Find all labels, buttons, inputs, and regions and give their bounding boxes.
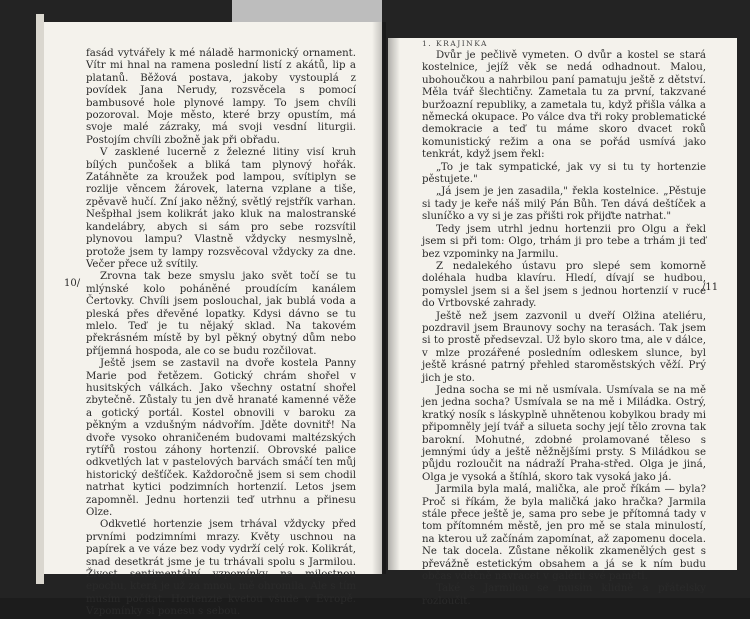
right-paragraph: Dvůr je pečlivě vymeten. O dvůr a kostel se stará kostelnice, jejíž věk se nedá odhadnout. Malou, ubohoučkou a nahrbilou paní pamatuju ještě z dětství. Měla tvář šlechtičny. Zametala tu za první, takzvané buržoazní republiky, a zametala tu, když přišla válka a německá okupace. Po válce dva tři roky problematické demokracie a teď tu máme skoro dvacet roků komunistický režim a ona se pořád usmívá jako tenkrát, když jsem řekl: [422,50,706,161]
left-gutter-shadow [372,22,386,574]
bookmark-tab [232,0,382,22]
right-page-number: /11 [702,282,719,293]
left-paragraph: V zasklené lucerně z železné litiny visí kruh bílých punčošek a bliká tam plynový hořák. Zatáhněte za kroužek pod lampou, svítiplyn se rozlije věncem žárovek, laterna vzplane a tiše, zpěvavě hučí. Zní jako něžný, světlý rejstřík varhan. Nešpłhal jsem kolikrát jako kluk na malostranské kandelábry, abych si sám pro sebe rozsvítil plynovou lampu? Vlastně vždycky nesmyslně, protože jsem ty lampy rozsvěcoval vždycky za dne. Večer přece už svítily. [86,147,356,270]
left-paragraph: fasád vytvářely k mé náladě harmonický ornament. Vítr mi hnal na ramena poslední listí z akátů, lip a platanů. Běžová postava, jakoby vystouplá z povídek Jana Nerudy, rozsvěcela s pomocí bambusové hole plynové lampy. To jsem chvíli pozoroval. Moje město, které brzy opustím, má svoje malé zázraky, má svoji vesdní liturgii. Postojím chvíli zbožně jak při obřadu. [86,48,356,146]
left-page [44,22,382,618]
right-paragraph: Také s Jarmilou se musím klidně a přátelsky rozloučit. [422,583,706,607]
right-paragraph: Jedna socha se mi ně usmívala. Usmívala se na mě jen jedna socha? Usmívala se na mě i Miládka. Ostrý, kratký nosík s láskyplně uhnětenou kobylkou brady mi připomněly její tvář a silueta sochy její tělo zrovna tak barokní. Mohutné, zdobné prolamované těleso s jemnými údy a ještě něžnějšími prsty. S Miládkou se půjdu rozloučit na nádraží Praha-střed. Olga je jiná, Olga je vysoká a štíhlá, skoro tak vysoká jako já. [422,384,706,483]
left-page-text [86,48,356,619]
right-page [388,38,737,607]
right-paragraph: Z nedalekého ústavu pro slepé sem komorně doléhala hudba klavíru. Hledí, dívají se hudbou, pomyslel jsem si a šel jsem s jednou hortenzií v ruce do Vrtbovské zahrady. [422,260,706,310]
running-head: 1. KRAJINKA [422,39,488,48]
left-page-number: 10/ [64,278,81,289]
right-gutter-shadow [388,38,400,570]
right-paragraph: „To je tak sympatické, jak vy si tu ty hortenzie pěstujete." [422,161,706,186]
right-paragraph: Jarmila byla malá, malička, ale proč říkám — byla? Proč si říkám, že byla maličká jako hračka? Jarmila stále přece ještě je, sama pro sebe je přítomná tady v tom přítomném městě, jen pro mě se stala minulostí, na kterou už začínám zapomínat, až zapomenu docela. Ne tak docela. Zůstane několik zkamenělých gest s převážně estetickým obsahem a já se k ním budu občas vděčně navracet v galérii své paměti. [422,484,706,583]
left-paragraph: Ještě jsem se zastavil na dvoře kostela Panny Marie pod řetězem. Gotický chrám shořel v husitských válkách. Jako všechny ostatní shořel zbytečně. Zůstaly tu jen dvě hranaté kamenné věže a gotický portál. Kostel obnovili v baroku za pěkným a vzdušným nádvořím. Jděte dovnitř! Na dvoře vysoko ohraničeném budovami maltézských rytířů rostou záhony hortenzií. Obrovské palice odkvetlých lat v pastelových barvách smáčí ten můj historický dešťíček. Každoročně jsem si sem chodil natrhat kytici podzimních hortenzií. Letos jsem zapomněl. Jednu hortenzii teď utrhnu a přinesu Olze. [86,358,356,519]
left-paragraph: Zrovna tak beze smyslu jako svět točí se tu mlýnské kolo poháněné proudícím kanálem Čertovky. Chvíli jsem poslouchal, jak bublá voda a pleská přes dřevěné lopatky. Kdysi dávno se tu mlelo. Teď je tu nějaký sklad. Na takovém překrásném místě by byl pěkný obytný dům nebo příjemná hospoda, ale co se budu rozčilovat. [86,271,356,357]
right-paragraph: „Já jsem je jen zasadila," řekla kostelnice. „Pěstuje si tady je keře náš milý Pán Bůh. Ten dává deštíček a sluníčko a vy si je zas přišti rok přijďte natrhat." [422,186,706,223]
right-paragraph: Tedy jsem utrhl jednu hortenzii pro Olgu a řekl jsem si při tom: Olgo, trhám ji pro tebe a trhám ji teď bez vzpominky na Jarmilu. [422,223,706,260]
right-page-text [422,50,706,608]
left-paragraph: Odkvetlé hortenzie jsem trhával vždycky před prvními podzimními mrazy. Květy uschnou na papírek a ve váze bez vody vydrží celý rok. Kolikrát, snad desetkrát jsme je tu trhávali spolu s Jarmilou. Živost sentimentální vzpomínky na milostnou epochu, která je už za mnou, mě ohromila. Ale s tím musím počítat. Hortenzie kvetou všude v Evropě. Vzpomínky si ponesu s sebou. [86,519,356,618]
right-paragraph: Ještě než jsem zazvonil u dveří Olžina ateliéru, pozdravil jsem Braunovy sochy na terasách. Tak jsem si to prostě předsevzal. Už bylo skoro tma, ale v dálce, v mlze prozářené posledním odleskem slunce, byl ještě krásné patrný přehled staroměstských věží. Prý jich je sto. [422,310,706,384]
page-stack-edge [36,14,44,584]
